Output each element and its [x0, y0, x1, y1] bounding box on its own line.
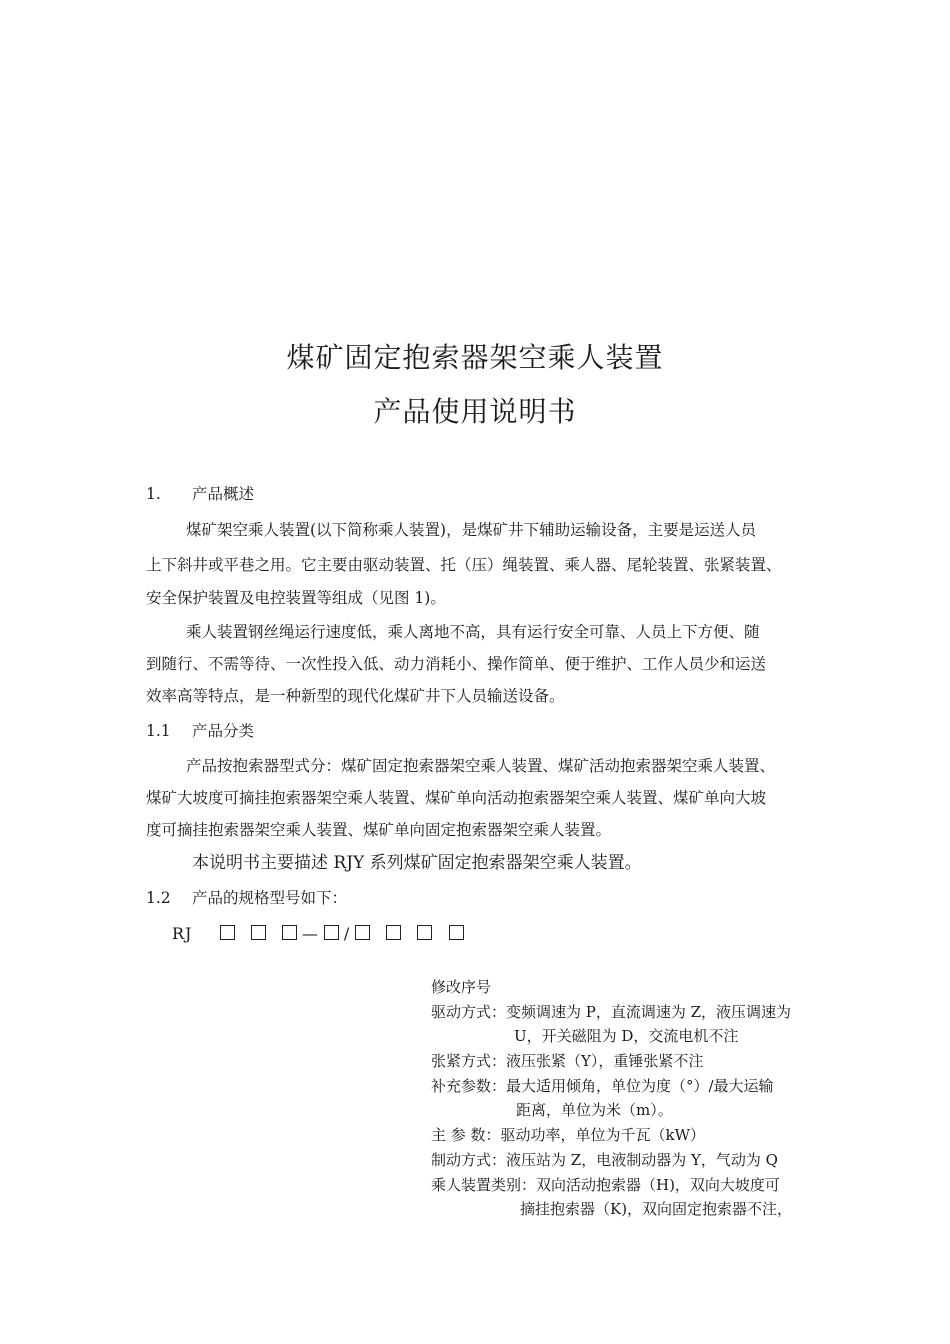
legend-item: 张紧方式：液压张紧（Y），重锤张紧不注	[431, 1052, 704, 1070]
paragraph-line: 煤矿架空乘人装置(以下简称乘人装置)，是煤矿井下辅助运输设备，主要是运送人员	[186, 521, 757, 539]
model-prefix: RJ	[172, 924, 193, 943]
paragraph-line: 产品按抱索器型式分：煤矿固定抱索器架空乘人装置、煤矿活动抱索器架空乘人装置、	[186, 757, 776, 775]
paragraph-line: 煤矿大坡度可摘挂抱索器架空乘人装置、煤矿单向活动抱索器架空乘人装置、煤矿单向大坡	[146, 789, 767, 807]
legend-item: 主 参 数：驱动功率，单位为千瓦（kW）	[431, 1126, 706, 1144]
section-number: 1.2	[146, 889, 171, 907]
legend-item-continuation: 距离，单位为米（m）。	[516, 1101, 673, 1119]
placeholder-box-icon	[220, 925, 235, 940]
section-1-2-heading	[146, 886, 347, 908]
document-subtitle: 产品使用说明书	[373, 395, 577, 428]
model-dash: —	[301, 924, 319, 943]
section-number: 1.1	[146, 722, 171, 740]
legend-item: 驱动方式：变频调速为 P，直流调速为 Z，液压调速为	[431, 1003, 792, 1021]
placeholder-box-icon	[449, 925, 464, 940]
section-title: 产品的规格型号如下：	[192, 889, 348, 907]
paragraph-line: 到随行、不需等待、一次性投入低、动力消耗小、操作简单、便于维护、工作人员少和运送	[146, 655, 767, 673]
placeholder-box-icon	[324, 925, 339, 940]
paragraph-line: 度可摘挂抱索器架空乘人装置、煤矿单向固定抱索器架空乘人装置。	[146, 821, 612, 839]
legend-item: 补充参数：最大适用倾角，单位为度（°）/最大运输	[431, 1077, 774, 1095]
model-slash: /	[343, 924, 351, 943]
paragraph-line: 效率高等特点，是一种新型的现代化煤矿井下人员输送设备。	[146, 687, 565, 705]
section-number: 1.	[146, 485, 161, 503]
section-1-1-heading	[146, 719, 254, 741]
legend-item: 制动方式：液压站为 Z，电液制动器为 Y，气动为 Q	[431, 1151, 778, 1169]
paragraph-line: 乘人装置钢丝绳运行速度低，乘人离地不高，具有运行安全可靠、人员上下方便、随	[186, 623, 760, 641]
document-title: 煤矿固定抱索器架空乘人装置	[286, 341, 664, 374]
placeholder-box-icon	[282, 925, 297, 940]
placeholder-box-icon	[355, 925, 370, 940]
placeholder-box-icon	[417, 925, 432, 940]
paragraph-line: 上下斜井或平巷之用。它主要由驱动装置、托（压）绳装置、乘人器、尾轮装置、张紧装置、	[146, 556, 782, 574]
placeholder-box-icon	[386, 925, 401, 940]
paragraph-line: 安全保护装置及电控装置等组成（见图 1)。	[146, 589, 446, 607]
scope-note: 本说明书主要描述 RJY 系列煤矿固定抱索器架空乘人装置。	[192, 853, 642, 873]
model-code	[172, 924, 469, 943]
placeholder-box-icon	[251, 925, 266, 940]
section-1-heading	[146, 482, 254, 504]
legend-item: 乘人装置类别：双向活动抱索器（H)，双向大坡度可	[431, 1176, 780, 1194]
legend-item: 修改序号	[431, 978, 492, 996]
legend-item-continuation: 摘挂抱索器（K)，双向固定抱索器不注，	[520, 1200, 793, 1218]
section-title: 产品概述	[192, 485, 255, 503]
section-title: 产品分类	[192, 722, 255, 740]
legend-item-continuation: U，开关磁阻为 D，交流电机不注	[514, 1027, 739, 1045]
